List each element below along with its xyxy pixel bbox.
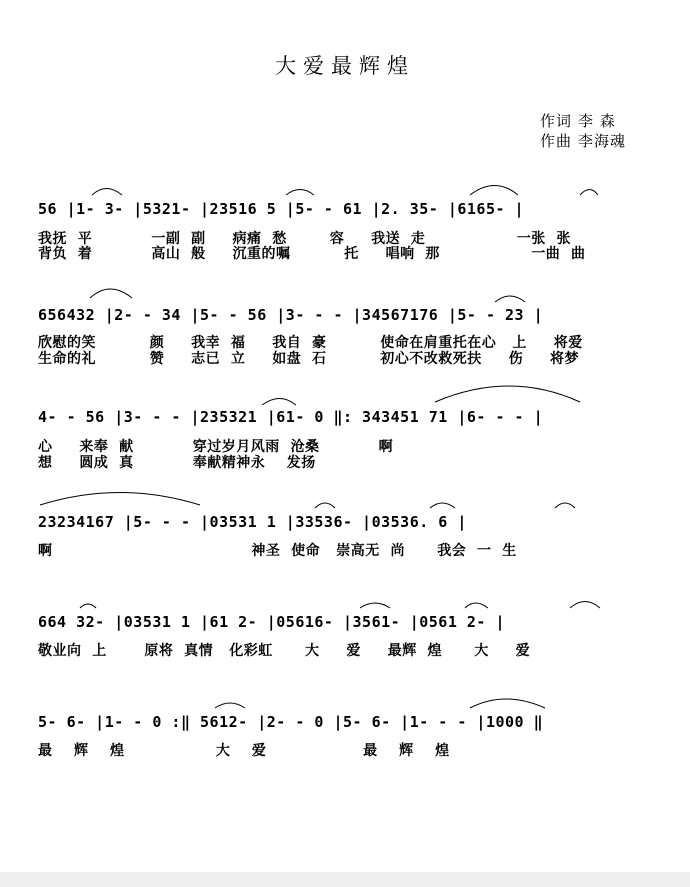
lyric-line-6a: 最 辉 煌 大 爱 最 辉 煌 (38, 743, 450, 759)
slur-mark (40, 493, 200, 506)
lyric-line-3a: 心 来奉 献 穿过岁月风雨 沧桑 啊 (38, 439, 394, 455)
slur-mark (92, 189, 122, 196)
lyric-line-4a: 啊 神圣 使命 崇高无 尚 我会 一 生 (38, 543, 517, 559)
slur-mark (495, 296, 525, 302)
page-title: 大爱最辉煌 (275, 54, 415, 78)
slur-mark (286, 190, 314, 196)
notation-line-4: 23234167 |5- - - |03531 1 |33536- |03536. 6 | (38, 513, 467, 531)
slur-mark (90, 289, 132, 298)
slur-mark (360, 603, 390, 608)
composer-label: 作曲 (540, 132, 573, 150)
slur-mark (430, 503, 455, 508)
slur-mark (470, 699, 545, 708)
slur-mark (215, 703, 245, 708)
lyricist-label: 作词 (540, 112, 573, 130)
slur-mark (315, 503, 335, 508)
lyric-line-3b: 想 圆成 真 奉献精神永 发扬 (38, 455, 316, 471)
slur-mark (262, 399, 296, 406)
notation-line-3: 4- - 56 |3- - - |235321 |61- 0 ‖: 343451 71 |6- - - | (38, 408, 544, 426)
slur-mark (580, 190, 598, 196)
notation-line-2: 656432 |2- - 34 |5- - 56 |3- - - |34567176 |5- - 23 | (38, 306, 544, 324)
slur-mark (465, 603, 488, 608)
lyric-line-1b: 背负 着 高山 般 沉重的嘱 托 唱响 那 一曲 曲 (38, 246, 586, 262)
lyric-line-2a: 欣慰的笑 颜 我幸 福 我自 豪 使命在肩重托在心 上 将爱 (38, 335, 583, 351)
slur-mark (80, 604, 96, 608)
slur-mark (555, 503, 575, 508)
lyricist-credit (540, 110, 622, 131)
lyric-line-5a: 敬业向 上 原将 真情 化彩虹 大 爱 最辉 煌 大 爱 (38, 643, 531, 659)
slur-mark (570, 602, 600, 609)
lyric-line-2b: 生命的礼 赞 志已 立 如盘 石 初心不改救死扶 伤 将梦 (38, 351, 579, 367)
notation-line-6: 5- 6- |1- - 0 :‖ 5612- |2- - 0 |5- 6- |1- - - |1000 ‖ (38, 713, 544, 731)
composer-name: 李海魂 (578, 132, 627, 150)
lyricist-name: 李 森 (578, 112, 616, 130)
lyric-line-1a: 我抚 平 一副 副 病痛 愁 容 我送 走 一张 张 (38, 231, 571, 247)
slur-mark (435, 386, 580, 402)
notation-line-1: 56 |1- 3- |5321- |23516 5 |5- - 61 |2. 35- |6165- | (38, 200, 525, 218)
composer-credit (540, 130, 632, 151)
page-bottom-strip (0, 872, 690, 887)
notation-line-5: 664 32- |03531 1 |61 2- |05616- |3561- |0561 2- | (38, 613, 506, 631)
slur-mark (470, 186, 518, 196)
